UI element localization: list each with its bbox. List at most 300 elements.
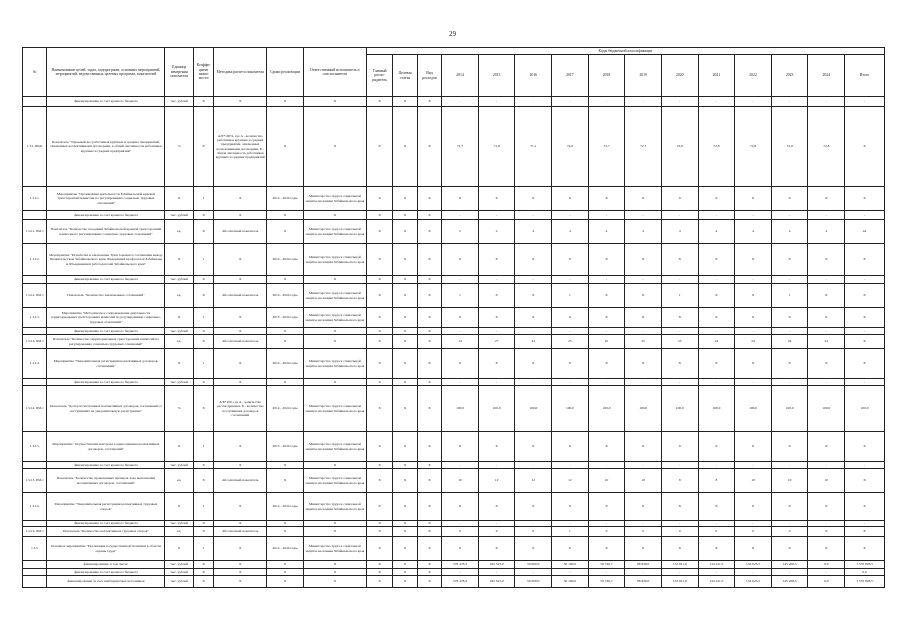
row-code <box>23 379 47 386</box>
row-year-value: X <box>771 432 808 462</box>
row-year-value: 182 523,0 <box>478 561 515 569</box>
row-year-value: 1 <box>661 284 698 308</box>
row-coef: X <box>193 576 213 588</box>
row-year-value: X <box>552 349 589 379</box>
row-year-value: X <box>735 308 772 328</box>
row-grbs: X <box>366 328 392 335</box>
row-year-value: X <box>478 537 515 561</box>
row-year-value: - <box>515 97 552 107</box>
row-year-value: X <box>735 244 772 276</box>
row-grbs: X <box>366 569 392 576</box>
row-grbs: X <box>366 493 392 521</box>
row-name: финансирование за счет краевого бюджета <box>47 97 165 107</box>
row-year-value: X <box>698 284 735 308</box>
row-year-value: - <box>552 569 589 576</box>
row-term: X <box>267 107 304 187</box>
row-year-value: - <box>515 462 552 469</box>
row-year-value: X <box>515 537 552 561</box>
row-year-value: X <box>515 308 552 328</box>
header-year: 2015 <box>478 55 515 97</box>
row-total: X <box>845 284 885 308</box>
row-coef: X <box>193 379 213 386</box>
row-year-value: 0 <box>515 527 552 537</box>
table-row <box>23 97 885 107</box>
row-coef: 1 <box>193 349 213 379</box>
row-year-value: - <box>552 521 589 527</box>
row-responsible: X <box>303 379 366 386</box>
table-row <box>23 462 885 469</box>
row-responsible: X <box>303 527 366 537</box>
row-code <box>23 576 47 588</box>
row-year-value: X <box>625 244 662 276</box>
row-year-value: - <box>698 276 735 284</box>
row-grbs: X <box>366 335 392 349</box>
row-year-value: - <box>698 211 735 220</box>
row-total: 1 570 828,5 <box>845 561 885 569</box>
row-year-value: X <box>698 244 735 276</box>
row-target: X <box>393 335 417 349</box>
row-unit: тыс. рублей <box>165 97 193 107</box>
row-year-value: X <box>625 493 662 521</box>
row-year-value: - <box>625 211 662 220</box>
row-year-value: X <box>808 537 845 561</box>
row-unit: X <box>165 537 193 561</box>
row-method: Абсолютный показатель <box>214 335 267 349</box>
row-responsible: Министерство труда и социальной защиты населения Забайкальского края <box>303 187 366 211</box>
row-code: 1.3.2.1. ПМ-1 <box>23 220 47 244</box>
row-year-value: 0 <box>661 527 698 537</box>
row-year-value: 12 <box>552 469 589 493</box>
row-year-value: X <box>698 537 735 561</box>
row-year-value: - <box>515 569 552 576</box>
row-target: X <box>393 527 417 537</box>
row-year-value: 24 <box>808 335 845 349</box>
row-term: X <box>267 97 304 107</box>
row-year-value: 0 <box>442 527 479 537</box>
table-row <box>23 244 885 276</box>
row-year-value: X <box>442 187 479 211</box>
row-year-value: - <box>478 569 515 576</box>
row-year-value: - <box>698 97 735 107</box>
row-year-value: - <box>588 211 625 220</box>
row-year-value: X <box>661 349 698 379</box>
row-responsible: Министерство труда и социальной защиты населения Забайкальского края <box>303 349 366 379</box>
row-year-value: - <box>661 97 698 107</box>
row-year-value: - <box>808 97 845 107</box>
row-method: X <box>214 521 267 527</box>
row-year-value: X <box>735 493 772 521</box>
row-code <box>23 561 47 569</box>
row-year-value: - <box>478 379 515 386</box>
program-table-sheet <box>22 47 885 588</box>
table-row <box>23 349 885 379</box>
row-year-value: 0 <box>698 527 735 537</box>
table-row <box>23 379 885 386</box>
row-method: X <box>214 493 267 521</box>
row-vr: X <box>417 537 441 561</box>
row-year-value: 134 241,5 <box>698 576 735 588</box>
row-method: X <box>214 569 267 576</box>
row-grbs: X <box>366 386 392 432</box>
row-method: Абсолютный показатель <box>214 284 267 308</box>
row-grbs: X <box>366 521 392 527</box>
row-method: X <box>214 462 267 469</box>
row-year-value: X <box>588 432 625 462</box>
row-year-value: - <box>625 276 662 284</box>
row-unit: X <box>165 432 193 462</box>
row-year-value: 4 <box>661 220 698 244</box>
header-year: 2020 <box>661 55 698 97</box>
row-year-value: - <box>478 462 515 469</box>
row-year-value: X <box>771 187 808 211</box>
row-year-value: - <box>808 379 845 386</box>
row-grbs: X <box>366 349 392 379</box>
row-name: финансирование за счет краевого бюджета <box>47 276 165 284</box>
row-grbs: X <box>366 527 392 537</box>
row-total: X <box>845 432 885 462</box>
row-year-value: X <box>808 349 845 379</box>
row-target: X <box>393 308 417 328</box>
row-target: X <box>393 432 417 462</box>
row-year-value: X <box>735 537 772 561</box>
row-year-value: 0,0 <box>808 561 845 569</box>
row-code: 1.3.2.2. <box>23 244 47 276</box>
row-name: Мероприятие "Методическое сопровождение деятельности территориальных трехсторонних комиссий по регулированию социально-трудовых отношений" <box>47 308 165 328</box>
row-coef: X <box>193 521 213 527</box>
header-term: Сроки реализации <box>267 48 304 97</box>
row-coef: X <box>193 569 213 576</box>
row-total: 1 570 828,5 <box>845 576 885 588</box>
row-year-value: X <box>698 187 735 211</box>
row-year-value: - <box>661 328 698 335</box>
row-year-value: X <box>661 244 698 276</box>
row-total: X <box>845 187 885 211</box>
header-codes-group: Коды бюджетной классификации <box>366 48 884 55</box>
row-unit: тыс. рублей <box>165 211 193 220</box>
row-year-value: - <box>588 276 625 284</box>
row-year-value: - <box>442 328 479 335</box>
row-coef: X <box>193 211 213 220</box>
row-method: X <box>214 432 267 462</box>
header-grbs: Главный распо-рядитель <box>366 55 392 97</box>
row-year-value: 72,8 <box>771 107 808 187</box>
row-vr: X <box>417 187 441 211</box>
row-term: 2014 - 2024 годы <box>267 187 304 211</box>
row-year-value: X <box>698 308 735 328</box>
row-unit: X <box>165 349 193 379</box>
row-year-value: 4 <box>588 220 625 244</box>
table-row <box>23 576 885 588</box>
row-term: 2014 - 2024 годы <box>267 349 304 379</box>
row-vr: X <box>417 527 441 537</box>
row-grbs: X <box>366 379 392 386</box>
row-year-value: X <box>735 187 772 211</box>
row-name: финансирование за счет краевого бюджета <box>47 521 165 527</box>
header-year: 2021 <box>698 55 735 97</box>
row-year-value: - <box>552 211 589 220</box>
row-year-value: X <box>735 432 772 462</box>
row-year-value: 100,0 <box>478 386 515 432</box>
row-method: X <box>214 328 267 335</box>
row-year-value: - <box>735 462 772 469</box>
row-year-value: - <box>515 328 552 335</box>
row-year-value: - <box>588 328 625 335</box>
row-method: Абсолютный показатель <box>214 469 267 493</box>
row-year-value: X <box>588 308 625 328</box>
row-target: X <box>393 493 417 521</box>
row-year-value: X <box>808 308 845 328</box>
row-method: Абсолютный показатель <box>214 527 267 537</box>
row-year-value: X <box>442 244 479 276</box>
header-year: 2017 <box>552 55 589 97</box>
row-year-value: 50 000,0 <box>515 576 552 588</box>
row-year-value: 100,0 <box>771 386 808 432</box>
row-year-value: - <box>515 276 552 284</box>
row-year-value: X <box>442 349 479 379</box>
row-year-value: 25 <box>552 335 589 349</box>
row-year-value: - <box>552 276 589 284</box>
header-method: Методика расчета показателя <box>214 48 267 97</box>
row-method: X <box>214 308 267 328</box>
row-total: X <box>845 107 885 187</box>
row-name: Мероприятие "Уведомительная регистрация коллективных трудовых споров" <box>47 493 165 521</box>
row-code: 1.3.3. <box>23 537 47 561</box>
row-target: X <box>393 187 417 211</box>
row-target: X <box>393 561 417 569</box>
row-responsible: Министерство труда и социальной защиты населения Забайкальского края <box>303 308 366 328</box>
row-grbs: X <box>366 432 392 462</box>
row-vr: X <box>417 569 441 576</box>
row-unit: тыс. рублей <box>165 379 193 386</box>
row-year-value: 578 478,3 <box>442 576 479 588</box>
row-responsible: X <box>303 561 366 569</box>
row-year-value: 4 <box>808 220 845 244</box>
row-year-value: 50 100,0 <box>552 561 589 569</box>
row-vr: X <box>417 379 441 386</box>
row-year-value: X <box>588 244 625 276</box>
row-term: X <box>267 569 304 576</box>
header-target: Целевая статья <box>393 55 417 97</box>
row-target: X <box>393 244 417 276</box>
row-year-value: 134 623,5 <box>735 576 772 588</box>
row-target: X <box>393 569 417 576</box>
row-coef: X <box>193 276 213 284</box>
header-year: 2022 <box>735 55 772 97</box>
row-method: А/Б*100%, где А - количество работников крупных и средних предприятий, охваченных коллективными договорами, Б - общая численность работников крупных и средних предприятий <box>214 107 267 187</box>
row-term: X <box>267 211 304 220</box>
row-year-value: X <box>625 284 662 308</box>
row-term: X <box>267 527 304 537</box>
row-responsible: Министерство труда и социальной защиты населения Забайкальского края <box>303 244 366 276</box>
row-code <box>23 462 47 469</box>
row-total: X <box>845 308 885 328</box>
row-year-value: - <box>552 379 589 386</box>
row-method: X <box>214 187 267 211</box>
row-year-value: X <box>771 349 808 379</box>
row-code <box>23 276 47 284</box>
row-vr: X <box>417 276 441 284</box>
row-total: X <box>845 349 885 379</box>
row-year-value: 152 811,0 <box>661 561 698 569</box>
row-grbs: X <box>366 244 392 276</box>
row-coef: 1 <box>193 244 213 276</box>
row-total: - <box>845 521 885 527</box>
row-total: X <box>845 469 885 493</box>
row-unit: % <box>165 107 193 187</box>
row-year-value: X <box>661 537 698 561</box>
row-name: Показатель "Количество проведенных проверок хода выполнения коллективных договоров, соглашений" <box>47 469 165 493</box>
header-unit: Единица измерения показателя <box>165 48 193 97</box>
row-year-value: - <box>808 462 845 469</box>
row-total: X <box>845 335 885 349</box>
row-year-value: 4 <box>552 220 589 244</box>
table-row <box>23 107 885 187</box>
row-coef: 1 <box>193 493 213 521</box>
row-year-value: 10 <box>442 469 479 493</box>
table-row <box>23 527 885 537</box>
header-name: Наименование целей, задач, подпрограмм, основных мероприятий, мероприятий, ведомственных целевых программ, показателей <box>47 48 165 97</box>
row-year-value: 12 <box>515 469 552 493</box>
header-year: 2023 <box>771 55 808 97</box>
row-total: X <box>845 537 885 561</box>
row-year-value: X <box>478 432 515 462</box>
row-year-value: 72,8 <box>698 107 735 187</box>
row-unit: ед. <box>165 220 193 244</box>
row-term: X <box>267 561 304 569</box>
row-coef: X <box>193 97 213 107</box>
row-year-value: X <box>442 537 479 561</box>
row-unit: ед. <box>165 469 193 493</box>
row-year-value: 145 208,5 <box>771 561 808 569</box>
row-code: 1.3.2.2. ПМ-1 <box>23 284 47 308</box>
header-total: Итого <box>845 55 885 97</box>
row-coef: 1 <box>193 537 213 561</box>
row-year-value: 100,0 <box>661 386 698 432</box>
row-year-value: 59 740,7 <box>588 576 625 588</box>
row-unit: тыс. рублей <box>165 328 193 335</box>
row-name: Мероприятие "Разработка и заключение Трехстороннего соглашения между Правительством Забайкальского края, Федерацией профсоюзов Забайкалья и Объединением работодателей Забайкальского края" <box>47 244 165 276</box>
row-year-value: - <box>735 328 772 335</box>
row-total: 44 <box>845 220 885 244</box>
row-method: X <box>214 97 267 107</box>
row-target: X <box>393 386 417 432</box>
row-code: 1.3.2.5. ПМ-1 <box>23 469 47 493</box>
row-total: - <box>845 462 885 469</box>
row-year-value: - <box>698 328 735 335</box>
row-term: X <box>267 521 304 527</box>
row-responsible: X <box>303 576 366 588</box>
row-name: финансирование, в том числе: <box>47 561 165 569</box>
row-total: - <box>845 211 885 220</box>
row-year-value: 182 523,0 <box>478 576 515 588</box>
row-method: X <box>214 576 267 588</box>
row-target: X <box>393 284 417 308</box>
row-name: финансирование за счет краевого бюджета <box>47 462 165 469</box>
row-year-value: - <box>478 97 515 107</box>
row-method: X <box>214 537 267 561</box>
row-year-value: - <box>771 97 808 107</box>
row-method: А/Б*100, где А - количество рассмотренных, Б - количество поступивших договоров соглашений <box>214 386 267 432</box>
row-coef: X <box>193 220 213 244</box>
row-coef: X <box>193 469 213 493</box>
row-year-value: X <box>515 187 552 211</box>
row-unit: тыс. рублей <box>165 576 193 588</box>
header-coef: Коэффи-циент значи-мости <box>193 48 213 97</box>
row-year-value: 100,0 <box>552 386 589 432</box>
row-year-value: 98 939,0 <box>625 576 662 588</box>
row-term: X <box>267 469 304 493</box>
row-vr: X <box>417 561 441 569</box>
row-term: 2015 - 2024 годы <box>267 432 304 462</box>
row-unit: тыс. рублей <box>165 521 193 527</box>
row-year-value: X <box>698 493 735 521</box>
row-year-value: 72,8 <box>661 107 698 187</box>
row-method: X <box>214 211 267 220</box>
row-year-value: - <box>515 379 552 386</box>
row-vr: X <box>417 386 441 432</box>
row-year-value: X <box>588 284 625 308</box>
header-responsible: Ответственный исполнитель и соисполнители <box>303 48 366 97</box>
row-responsible: Министерство труда и социальной защиты населения Забайкальского края <box>303 220 366 244</box>
table-row <box>23 469 885 493</box>
row-year-value: - <box>588 521 625 527</box>
row-year-value: - <box>552 462 589 469</box>
row-year-value: X <box>588 349 625 379</box>
row-responsible: X <box>303 328 366 335</box>
row-year-value: - <box>735 379 772 386</box>
row-year-value: X <box>442 308 479 328</box>
row-vr: X <box>417 462 441 469</box>
table-row <box>23 284 885 308</box>
row-year-value: 25 <box>588 335 625 349</box>
row-year-value: X <box>588 493 625 521</box>
row-year-value: - <box>478 328 515 335</box>
row-year-value: - <box>771 328 808 335</box>
row-year-value: 578 478,3 <box>442 561 479 569</box>
row-year-value: 0 <box>771 527 808 537</box>
table-row <box>23 493 885 521</box>
row-method: X <box>214 379 267 386</box>
row-year-value: X <box>625 187 662 211</box>
row-code <box>23 328 47 335</box>
row-vr: X <box>417 244 441 276</box>
table-row <box>23 276 885 284</box>
row-vr: X <box>417 308 441 328</box>
row-year-value: X <box>515 432 552 462</box>
row-target: X <box>393 211 417 220</box>
row-year-value: - <box>625 521 662 527</box>
row-vr: X <box>417 284 441 308</box>
row-year-value: X <box>552 432 589 462</box>
row-coef: 1 <box>193 432 213 462</box>
row-coef: X <box>193 527 213 537</box>
row-unit: X <box>165 493 193 521</box>
row-year-value: X <box>515 349 552 379</box>
row-year-value: 4 <box>771 220 808 244</box>
row-code: 1.3.2.3. ПМ-1 <box>23 335 47 349</box>
row-term: 2014 - 2024 годы <box>267 284 304 308</box>
row-year-value: 100,0 <box>515 386 552 432</box>
row-year-value: 100,0 <box>625 386 662 432</box>
row-year-value: X <box>552 308 589 328</box>
row-year-value: 10 <box>588 469 625 493</box>
header-year: 2018 <box>588 55 625 97</box>
row-target: X <box>393 97 417 107</box>
row-year-value: - <box>771 211 808 220</box>
row-year-value: - <box>735 569 772 576</box>
row-year-value: 5 <box>442 220 479 244</box>
row-term: X <box>267 576 304 588</box>
